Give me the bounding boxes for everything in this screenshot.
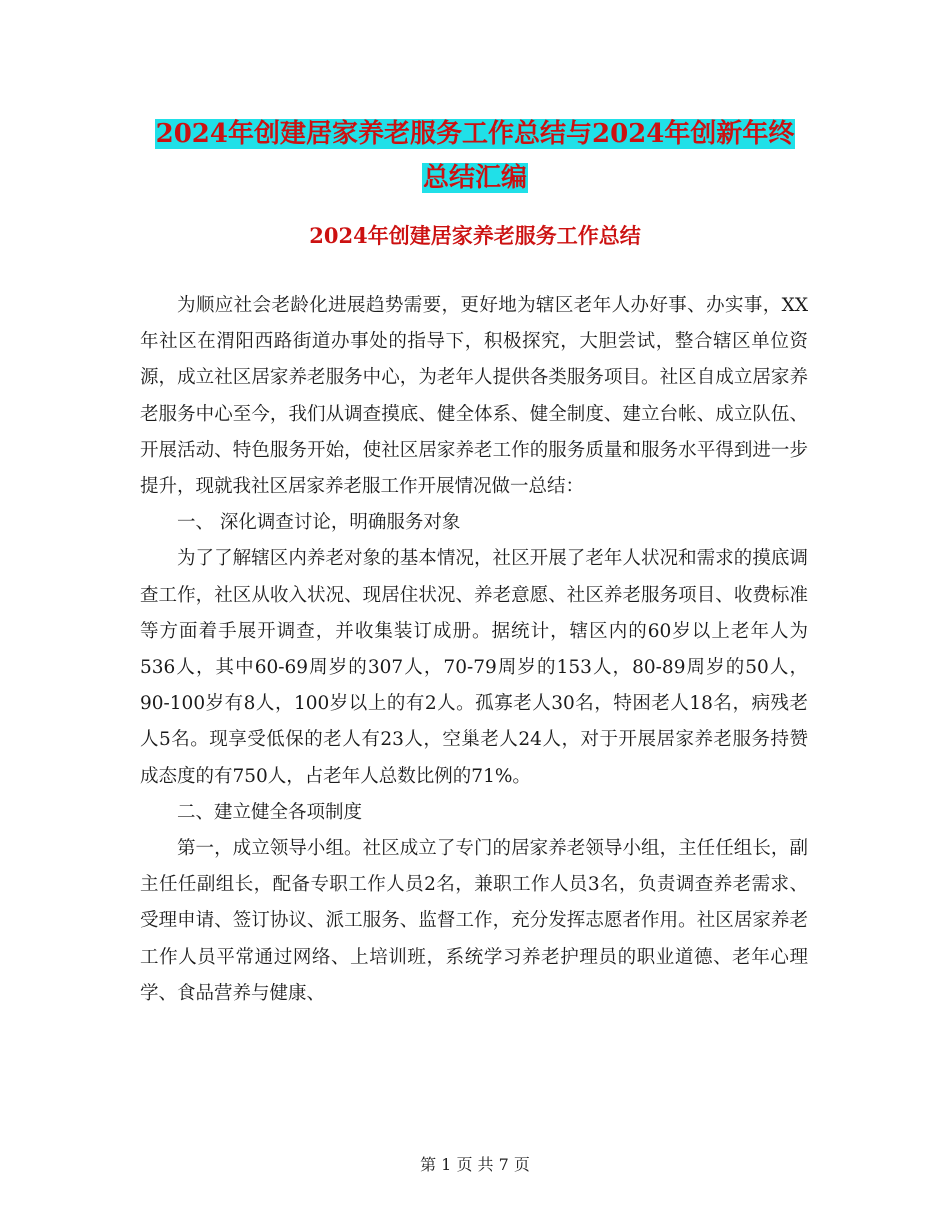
page-footer: 第 1 页 共 7 页 (420, 1155, 530, 1174)
heading-section-2: 二、建立健全各项制度 (177, 801, 363, 823)
heading-section-1: 一、 深化调查讨论，明确服务对象 (177, 512, 461, 534)
document-title-line1: 2024年创建居家养老服务工作总结与2024年创新年终 (155, 119, 795, 149)
paragraph-survey: 为了了解辖区内养老对象的基本情况，社区开展了老年人状况和需求的摸底调查工作，社区从收入状况、现居住状况、养老意愿、社区养老服务项目、收费标准等方面着手展开调查，并收集装订成册。据统计，辖区内的60岁以上老年人为536人，其中60-69周岁的307人，70-79周岁的153人，80-89周岁的50人，90-100岁有8人，100岁以上的有2人。孤寡老人30名，特困老人18名，病残老人5名。现享受低保的老人有23人，空巢老人24人，对于开展居家养老服务持赞成态度的有750人，占老年人总数比例的71%。 (140, 548, 808, 787)
paragraph-leadership: 第一，成立领导小组。社区成立了专门的居家养老领导小组，主任任组长，副主任任副组长，配备专职工作人员2名，兼职工作人员3名，负责调查养老需求、受理申请、签订协议、派工服务、监督工作，充分发挥志愿者作用。社区居家养老工作人员平常通过网络、上培训班，系统学习养老护理员的职业道德、老年心理学、食品营养与健康、 (140, 838, 808, 1004)
section-title: 2024年创建居家养老服务工作总结 (309, 223, 641, 248)
paragraph-intro: 为顺应社会老龄化进展趋势需要，更好地为辖区老年人办好事、办实事，XX年社区在渭阳西路街道办事处的指导下，积极探究，大胆尝试，整合辖区单位资源，成立社区居家养老服务中心，为老年人提供各类服务项目。社区自成立居家养老服务中心至今，我们从调查摸底、健全体系、健全制度、建立台帐、成立队伍、开展活动、特色服务开始，使社区居家养老工作的服务质量和服务水平得到进一步提升，现就我社区居家养老服工作开展情况做一总结： (140, 295, 808, 498)
document-body (140, 288, 808, 1012)
document-title-line2: 总结汇编 (422, 163, 527, 193)
document-title (140, 112, 810, 200)
